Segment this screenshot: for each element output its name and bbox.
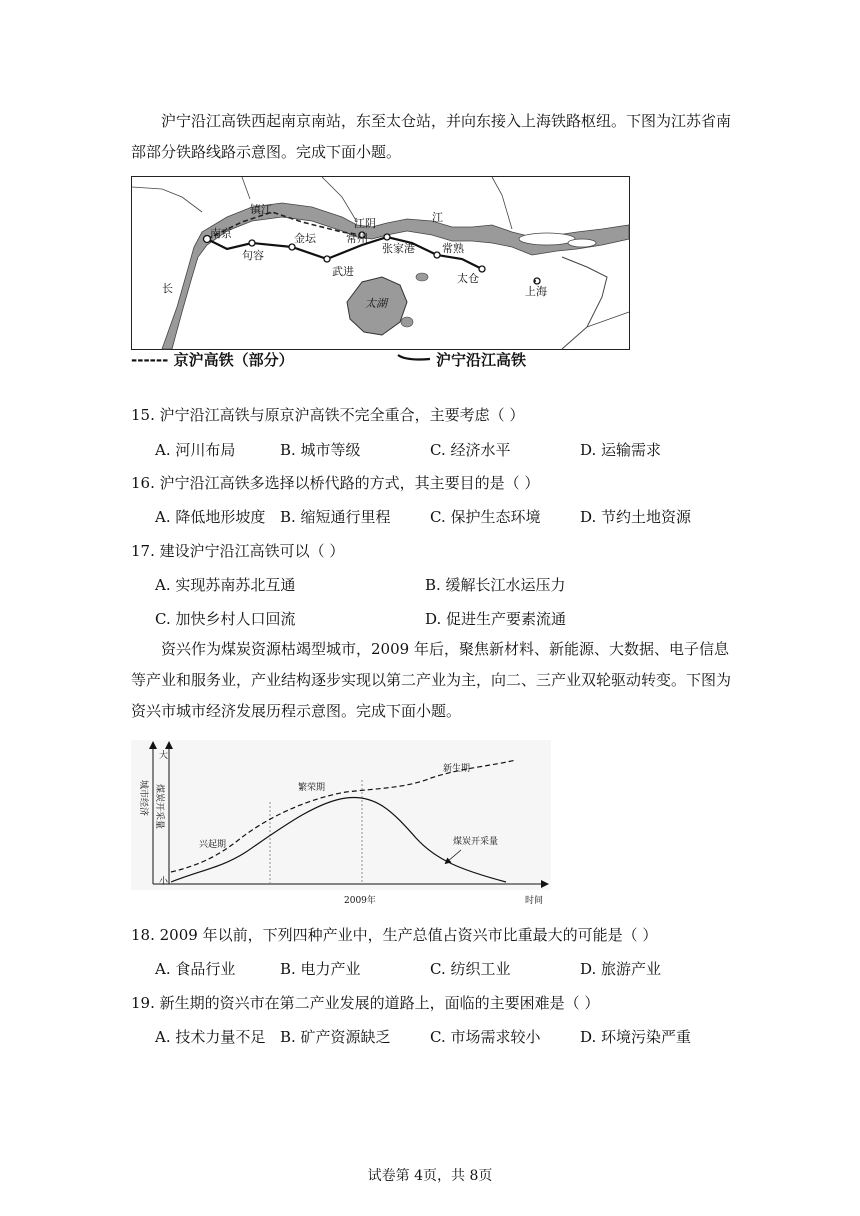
development-chart <box>131 740 551 906</box>
q17-option-a[interactable]: A. 实现苏南苏北互通 <box>155 576 296 594</box>
q19-option-c[interactable]: C. 市场需求较小 <box>430 1028 541 1046</box>
stage-label-rise: 兴起期 <box>199 840 227 850</box>
q15-option-c[interactable]: C. 经济水平 <box>430 441 511 459</box>
label-jiangyin: 江阴 <box>354 217 376 230</box>
y-left-label: 城市经济 <box>138 780 148 817</box>
series-label-coal: 煤炭开采量 <box>453 837 499 847</box>
stage-label-renewal: 新生期 <box>443 764 471 774</box>
q18-option-a[interactable]: A. 食品行业 <box>155 960 236 978</box>
label-shanghai: 上海 <box>525 285 547 298</box>
q15-option-b[interactable]: B. 城市等级 <box>280 441 361 459</box>
passage-2: 资兴作为煤炭资源枯竭型城市，2009 年后，聚焦新材料、新能源、大数据、电子信息等产业和服务业，产业结构逐步实现以第二产业为主，向二、三产业双轮驱动转变。下图为资兴市城市经济发展历程示意图。完成下面小题。 <box>131 640 732 720</box>
q18-option-b[interactable]: B. 电力产业 <box>280 960 361 978</box>
stage-label-boom: 繁荣期 <box>298 783 326 793</box>
q17-option-d[interactable]: D. 促进生产要素流通 <box>425 610 567 628</box>
q16-option-c[interactable]: C. 保护生态环境 <box>430 508 541 526</box>
q19-option-b[interactable]: B. 矿产资源缺乏 <box>280 1028 391 1046</box>
q16-option-a[interactable]: A. 降低地形坡度 <box>155 508 266 526</box>
question-16: 16. 沪宁沿江高铁多选择以桥代路的方式，其主要目的是（ ） <box>131 474 540 492</box>
label-zhangjiagang: 张家港 <box>382 242 415 255</box>
q19-option-d[interactable]: D. 环境污染严重 <box>580 1028 692 1046</box>
label-jiang: 江 <box>432 211 443 224</box>
series-city-economy-line <box>171 760 516 872</box>
map-legend <box>131 349 631 369</box>
coal-label-pointer <box>447 850 461 862</box>
q15-option-d[interactable]: D. 运输需求 <box>580 441 662 459</box>
question-19: 19. 新生期的资兴市在第二产业发展的道路上，面临的主要困难是（ ） <box>131 994 600 1012</box>
label-changshu: 常熟 <box>442 242 464 255</box>
railway-map <box>131 176 630 350</box>
q19-option-a[interactable]: A. 技术力量不足 <box>155 1028 266 1046</box>
q18-option-d[interactable]: D. 旅游产业 <box>580 960 662 978</box>
q17-option-c[interactable]: C. 加快乡村人口回流 <box>155 610 296 628</box>
q16-option-d[interactable]: D. 节约土地资源 <box>580 508 692 526</box>
railway-map-svg <box>132 177 629 349</box>
q15-option-a[interactable]: A. 河川布局 <box>155 441 236 459</box>
question-18: 18. 2009 年以前，下列四种产业中，生产总值占资兴市比重最大的可能是（ ） <box>131 926 658 944</box>
x-tick-2009: 2009年 <box>344 896 376 906</box>
x-axis-label: 时间 <box>525 896 544 906</box>
y-bottom-label: 小 <box>159 877 169 887</box>
legend-huning: 沪宁沿江高铁 <box>436 351 527 369</box>
q17-option-b[interactable]: B. 缓解长江水运压力 <box>425 576 566 594</box>
label-taicang: 太仓 <box>457 272 479 285</box>
q18-option-c[interactable]: C. 纺织工业 <box>430 960 511 978</box>
q16-option-b[interactable]: B. 缩短通行里程 <box>280 508 391 526</box>
label-chang: 长 <box>162 282 173 295</box>
development-chart-svg <box>131 740 551 906</box>
label-wujin: 武进 <box>332 265 354 278</box>
question-17: 17. 建设沪宁沿江高铁可以（ ） <box>131 542 345 560</box>
legend-jinghu: ------ 京沪高铁（部分） <box>131 351 294 369</box>
y-right-label: 煤炭开采量 <box>154 784 164 830</box>
label-changzhou: 常州 <box>346 232 368 245</box>
legend-solid-line-icon <box>396 351 432 365</box>
label-jurong: 句容 <box>242 249 264 262</box>
label-zhenjiang: 镇江 <box>250 203 272 216</box>
passage-1: 沪宁沿江高铁西起南京南站，东至太仓站，并向东接入上海铁路枢纽。下图为江苏省南部部分铁路线路示意图。完成下面小题。 <box>131 112 732 161</box>
y-top-label: 大 <box>159 751 169 761</box>
page-footer: 试卷第 4页，共 8页 <box>367 1168 493 1184</box>
label-taihu: 太湖 <box>365 297 387 310</box>
label-nanjing: 南京 <box>210 227 232 240</box>
label-jintan: 金坛 <box>294 232 316 245</box>
question-15: 15. 沪宁沿江高铁与原京沪高铁不完全重合，主要考虑（ ） <box>131 406 525 424</box>
